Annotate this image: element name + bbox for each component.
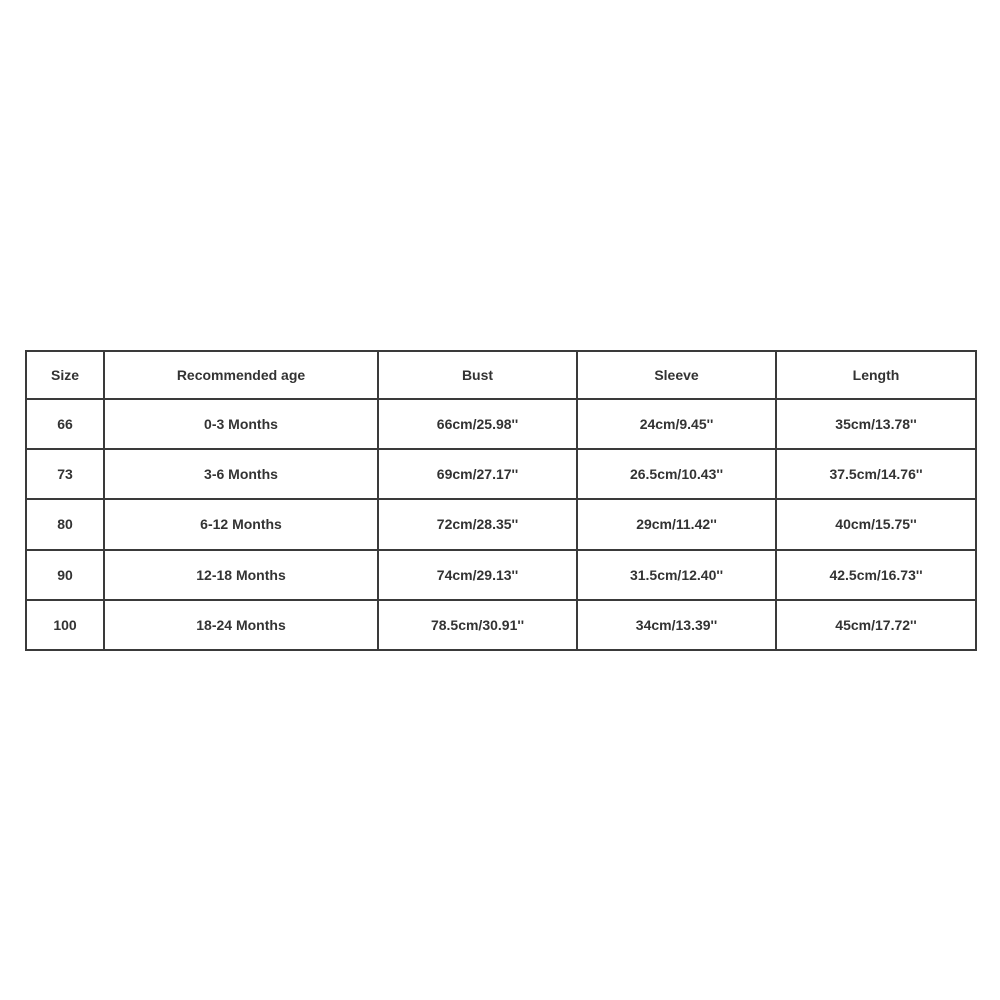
cell-size: 73: [26, 449, 104, 499]
header-recommended-age: Recommended age: [104, 351, 378, 399]
cell-length: 45cm/17.72'': [776, 600, 976, 650]
table-row: [26, 600, 976, 650]
cell-recommended-age: 12-18 Months: [104, 550, 378, 600]
table-row: [26, 499, 976, 549]
cell-size: 90: [26, 550, 104, 600]
cell-sleeve: 34cm/13.39'': [577, 600, 776, 650]
header-sleeve: Sleeve: [577, 351, 776, 399]
table-row: [26, 449, 976, 499]
header-size: Size: [26, 351, 104, 399]
cell-sleeve: 24cm/9.45'': [577, 399, 776, 449]
cell-bust: 69cm/27.17'': [378, 449, 577, 499]
cell-recommended-age: 6-12 Months: [104, 499, 378, 549]
table-row: [26, 399, 976, 449]
table-row: [26, 550, 976, 600]
cell-length: 37.5cm/14.76'': [776, 449, 976, 499]
cell-sleeve: 29cm/11.42'': [577, 499, 776, 549]
cell-length: 35cm/13.78'': [776, 399, 976, 449]
cell-size: 80: [26, 499, 104, 549]
cell-bust: 72cm/28.35'': [378, 499, 577, 549]
cell-bust: 78.5cm/30.91'': [378, 600, 577, 650]
header-bust: Bust: [378, 351, 577, 399]
header-length: Length: [776, 351, 976, 399]
cell-sleeve: 26.5cm/10.43'': [577, 449, 776, 499]
cell-length: 40cm/15.75'': [776, 499, 976, 549]
size-chart-table: [25, 350, 977, 651]
cell-size: 100: [26, 600, 104, 650]
cell-recommended-age: 18-24 Months: [104, 600, 378, 650]
cell-bust: 66cm/25.98'': [378, 399, 577, 449]
cell-sleeve: 31.5cm/12.40'': [577, 550, 776, 600]
table-header-row: [26, 351, 976, 399]
cell-size: 66: [26, 399, 104, 449]
cell-recommended-age: 0-3 Months: [104, 399, 378, 449]
cell-recommended-age: 3-6 Months: [104, 449, 378, 499]
cell-bust: 74cm/29.13'': [378, 550, 577, 600]
cell-length: 42.5cm/16.73'': [776, 550, 976, 600]
